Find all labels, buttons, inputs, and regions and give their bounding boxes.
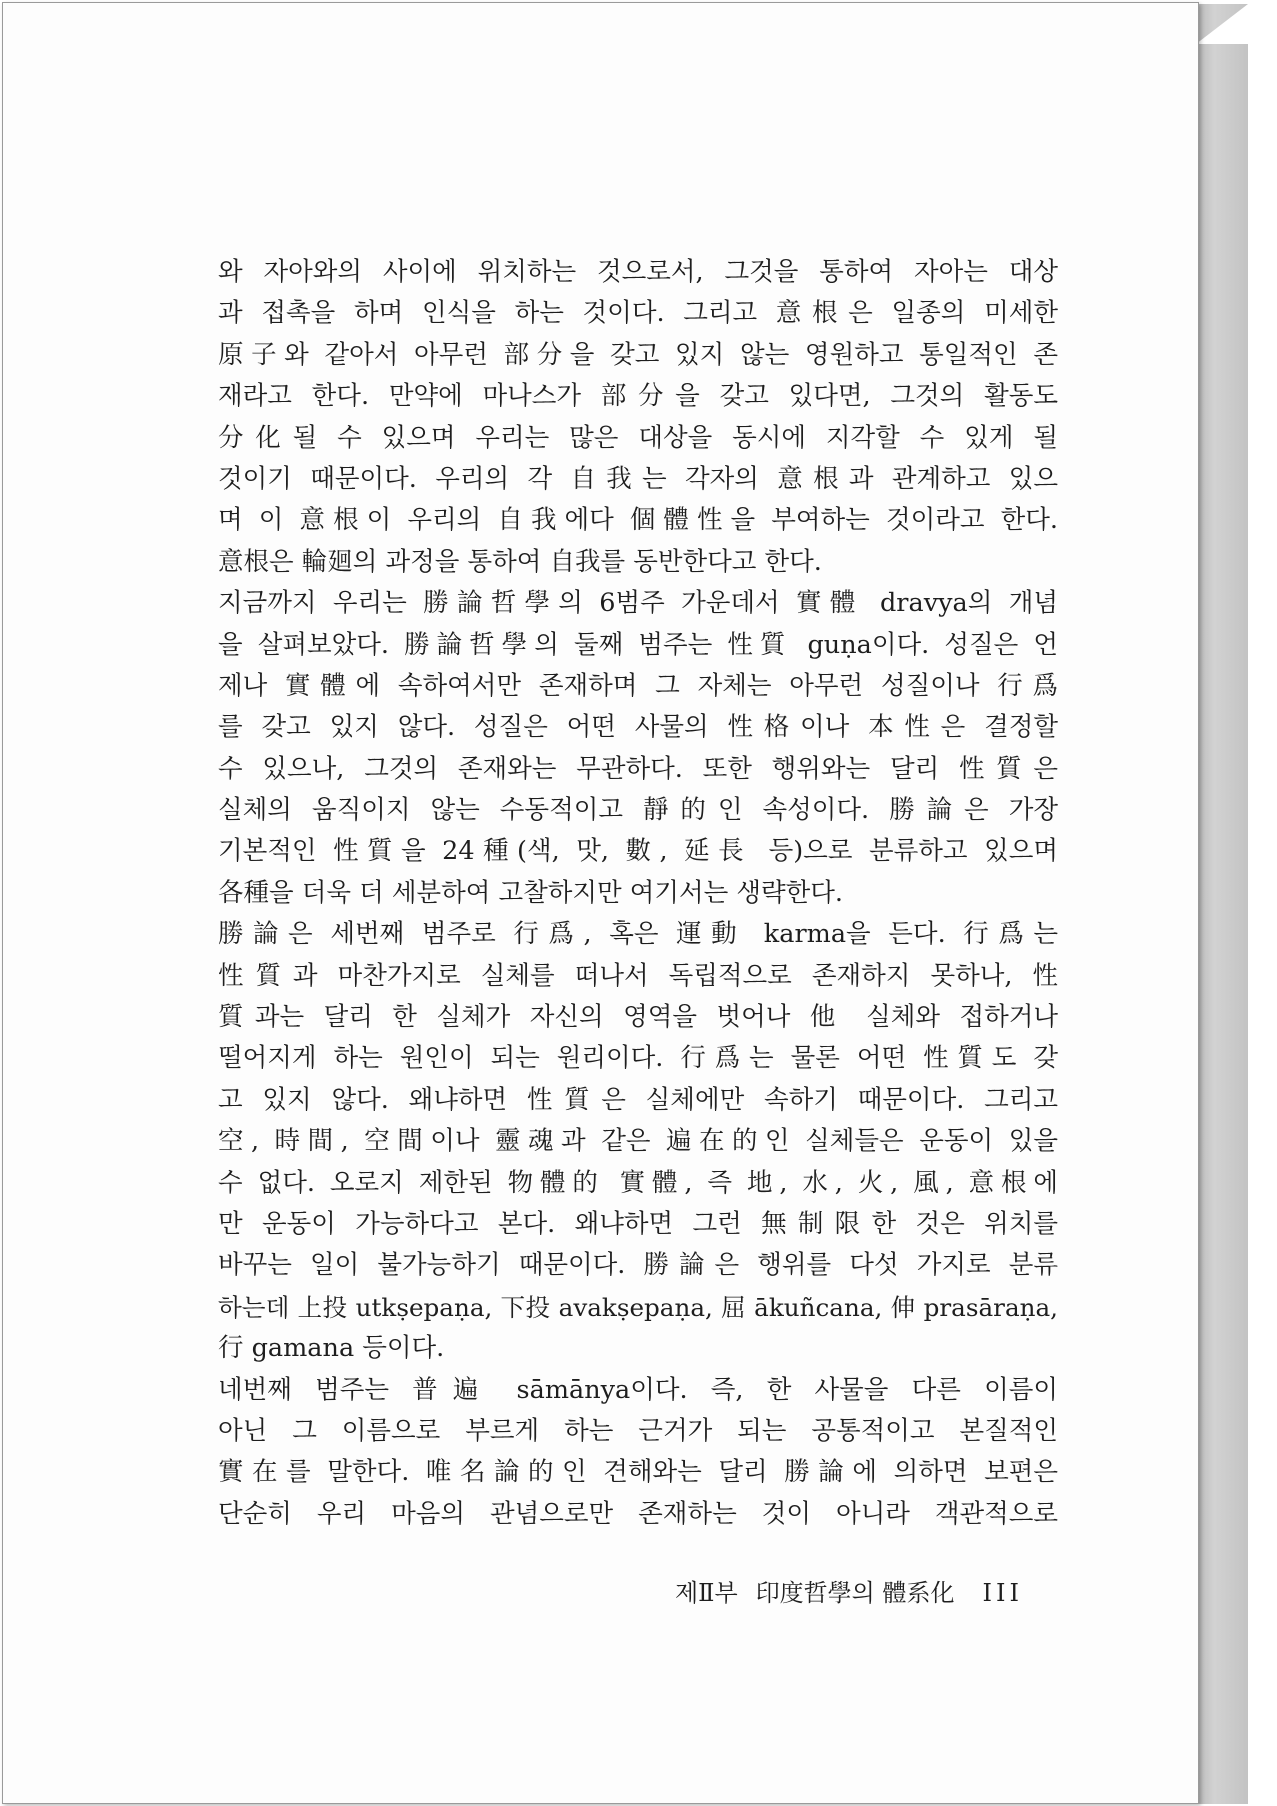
text-line: 수 없다. 오로지 제한된 物體的 實體, 즉 地, 水, 火, 風, 意根에 [218, 1167, 1058, 1198]
text-line: 空, 時間, 空間이나 靈魂과 같은 遍在的인 실체들은 운동이 있을 [218, 1126, 1058, 1157]
text-line: 質과는 달리 한 실체가 자신의 영역을 벗어나 他 실체와 접하거나 [218, 1002, 1058, 1033]
text-line: 原子와 같아서 아무런 部分을 갖고 있지 않는 영원하고 통일적인 존 [218, 339, 1058, 370]
text-line: 재라고 한다. 만약에 마나스가 部分을 갖고 있다면, 그것의 활동도 [218, 381, 1058, 412]
text-line: 떨어지게 하는 원인이 되는 원리이다. 行爲는 물론 어떤 性質도 갖 [218, 1043, 1058, 1074]
text-line: 性質과 마찬가지로 실체를 떠나서 독립적으로 존재하지 못하나, 性 [218, 960, 1058, 991]
text-line: 제나 實體에 속하여서만 존재하며 그 자체는 아무런 성질이나 行爲 [218, 670, 1058, 701]
text-line: 아닌 그 이름으로 부르게 하는 근거가 되는 공통적이고 본질적인 [218, 1415, 1058, 1446]
text-line: 지금까지 우리는 勝論哲學의 6범주 가운데서 實體 dravya의 개념 [218, 588, 1058, 619]
text-line: 勝論은 세번째 범주로 行爲, 혹은 運動 karma을 든다. 行爲는 [218, 919, 1058, 950]
text-line: 各種을 더욱 더 세분하여 고찰하지만 여기서는 생략한다. [218, 877, 844, 908]
text-line: 만 운동이 가능하다고 본다. 왜냐하면 그런 無制限한 것은 위치를 [218, 1208, 1058, 1239]
text-line: 을 살펴보았다. 勝論哲學의 둘째 범주는 性質 guṇa이다. 성질은 언 [218, 629, 1058, 660]
text-line: 分化될 수 있으며 우리는 많은 대상을 동시에 지각할 수 있게 될 [218, 422, 1058, 453]
text-line: 하는데 上投 utkṣepaṇa, 下投 avakṣepaṇa, 屈 ākuñcana, 伸 prasāraṇa, [218, 1292, 1058, 1322]
book-edge-corner [1196, 4, 1248, 44]
footer-title: 印度哲學의 體系化 [755, 1579, 955, 1607]
text-line: 바꾸는 일이 불가능하기 때문이다. 勝論은 행위를 다섯 가지로 분류 [218, 1250, 1058, 1281]
body-text [218, 252, 1058, 1535]
text-line: 수 있으나, 그것의 존재와는 무관하다. 또한 행위와는 달리 性質은 [218, 753, 1058, 784]
text-line: 것이기 때문이다. 우리의 각 自我는 각자의 意根과 관계하고 있으 [218, 463, 1058, 494]
text-line: 行 gamana 등이다. [218, 1333, 445, 1364]
page-number: III [982, 1579, 1023, 1607]
text-line: 기본적인 性質을 24種(색, 맛, 數, 延長 등)으로 분류하고 있으며 [218, 836, 1058, 867]
text-line: 단순히 우리 마음의 관념으로만 존재하는 것이 아니라 객관적으로 [218, 1498, 1058, 1529]
text-line: 며 이 意根이 우리의 自我에다 個體性을 부여하는 것이라고 한다. [218, 505, 1058, 536]
text-line: 과 접촉을 하며 인식을 하는 것이다. 그리고 意根은 일종의 미세한 [218, 298, 1058, 329]
text-line: 네번째 범주는 普遍 sāmānya이다. 즉, 한 사물을 다른 이름이 [218, 1374, 1058, 1405]
footer-part: 제Ⅱ부 [675, 1579, 738, 1607]
running-footer [675, 1573, 1055, 1613]
text-line: 와 자아와의 사이에 위치하는 것으로서, 그것을 통하여 자아는 대상 [218, 257, 1058, 287]
book-edge [1196, 4, 1248, 1804]
text-line: 를 갖고 있지 않다. 성질은 어떤 사물의 性格이나 本性은 결정할 [218, 712, 1058, 743]
text-line: 實在를 말한다. 唯名論的인 견해와는 달리 勝論에 의하면 보편은 [218, 1457, 1058, 1488]
text-line: 실체의 움직이지 않는 수동적이고 靜的인 속성이다. 勝論은 가장 [218, 795, 1058, 826]
text-line: 意根은 輪廻의 과정을 통하여 自我를 동반한다고 한다. [218, 546, 822, 577]
text-line: 고 있지 않다. 왜냐하면 性質은 실체에만 속하기 때문이다. 그리고 [218, 1084, 1058, 1115]
book-page [2, 2, 1199, 1804]
